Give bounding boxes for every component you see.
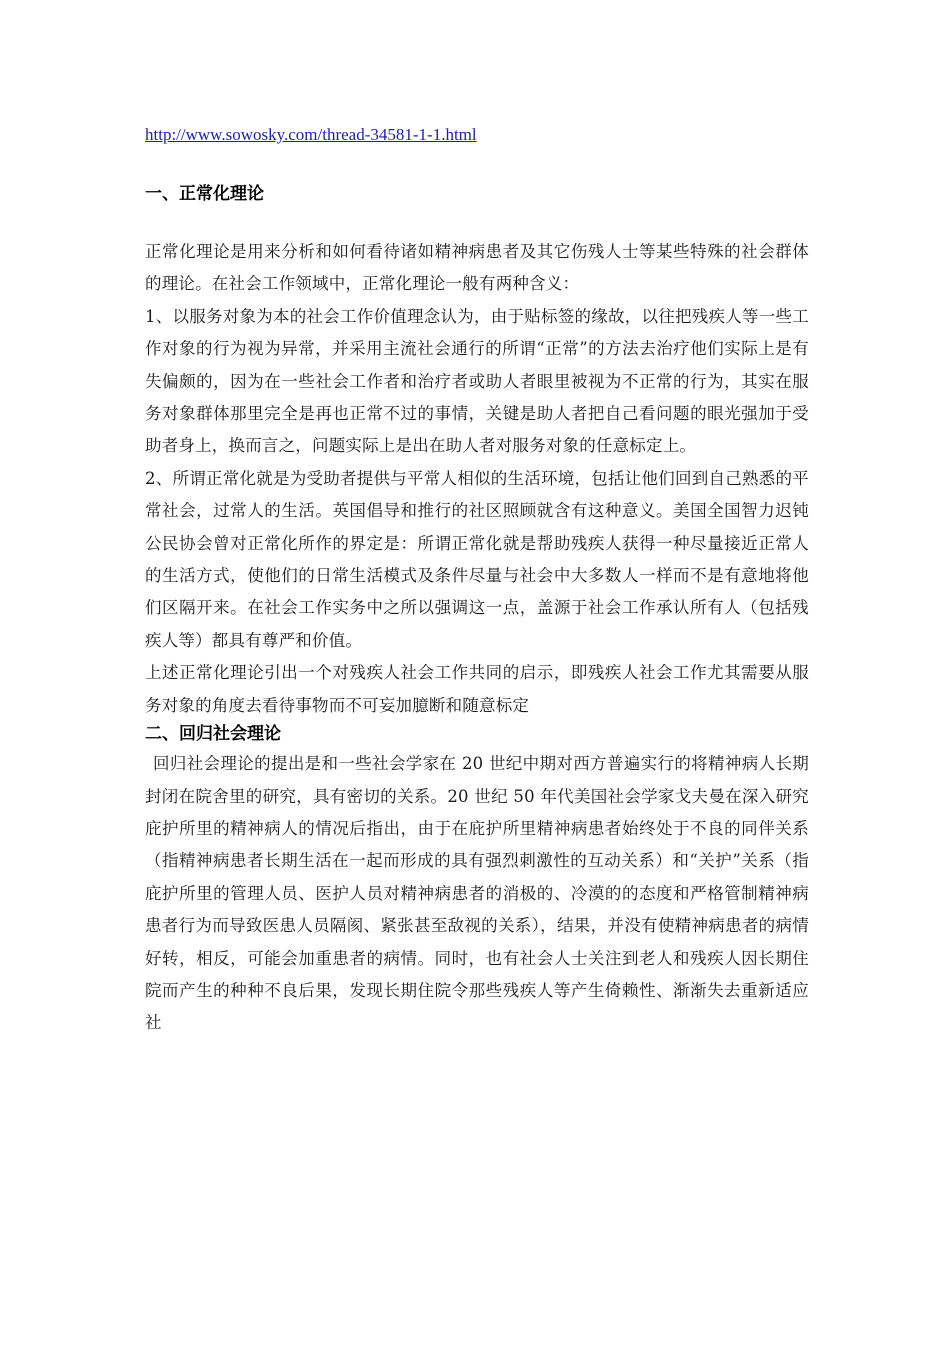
section-1-paragraph-intro: 正常化理论是用来分析和如何看待诸如精神病患者及其它伤残人士等某些特殊的社会群体的理论。在社会工作领域中，正常化理论一般有两种含义：	[145, 242, 809, 294]
section-1-title: 一、正常化理论	[145, 184, 264, 204]
section-1-paragraph-meaning-1: 1、以服务对象为本的社会工作价值理念认为，由于贴标签的缘故，以往把残疾人等一些工作对象的行为视为异常，并采用主流社会通行的所谓“正常”的方法去治疗他们实际上是有失偏颇的，因为在一些社会工作者和治疗者或助人者眼里被视为不正常的行为，其实在服务对象群体那里完全是再也正常不过的事情，关键是助人者把自己看问题的眼光强加于受助者身上，换而言之，问题实际上是出在助人者对服务对象的任意标定上。	[145, 306, 809, 456]
document-page	[145, 122, 809, 1040]
section-2-title: 二、回归社会理论	[145, 724, 281, 745]
section-2-paragraph-1: 回归社会理论的提出是和一些社会学家在 20 世纪中期对西方普遍实行的将精神病人长期封闭在院舍里的研究，具有密切的关系。20 世纪 50 年代美国社会学家戈夫曼在深入研究庇护所里的精神病人的情况后指出，由于在庇护所里精神病患者始终处于不良的同伴关系（指精神病患者长期生活在一起而形成的具有强烈刺激性的互动关系）和“关护”关系（指庇护所里的管理人员、医护人员对精神病患者的消极的、冷漠的的态度和严格管制精神病患者行为而导致医患人员隔阂、紧张甚至敌视的关系），结果，并没有使精神病患者的病情好转，相反，可能会加重患者的病情。同时，也有社会人士关注到老人和残疾人因长期住院而产生的种种不良后果，发现长期住院令那些残疾人等产生倚赖性、渐渐失去重新适应社	[145, 754, 809, 1033]
section-2-body	[145, 748, 809, 1040]
section-1-paragraph-meaning-2: 2、所谓正常化就是为受助者提供与平常人相似的生活环境，包括让他们回到自己熟悉的平常社会，过常人的生活。英国倡导和推行的社区照顾就含有这种意义。美国全国智力迟钝公民协会曾对正常化所作的界定是：所谓正常化就是帮助残疾人获得一种尽量接近正常人的生活方式，使他们的日常生活模式及条件尽量与社会中大多数人一样而不是有意地将他们区隔开来。在社会工作实务中之所以强调这一点，盖源于社会工作承认所有人（包括残疾人等）都具有尊严和价值。	[145, 468, 809, 650]
source-url-link[interactable]: http://www.sowosky.com/thread-34581-1-1.html	[145, 125, 477, 144]
section-1-body	[145, 236, 809, 722]
section-1-paragraph-summary: 上述正常化理论引出一个对残疾人社会工作共同的启示，即残疾人社会工作尤其需要从服务对象的角度去看待事物而不可妄加臆断和随意标定	[145, 663, 809, 715]
